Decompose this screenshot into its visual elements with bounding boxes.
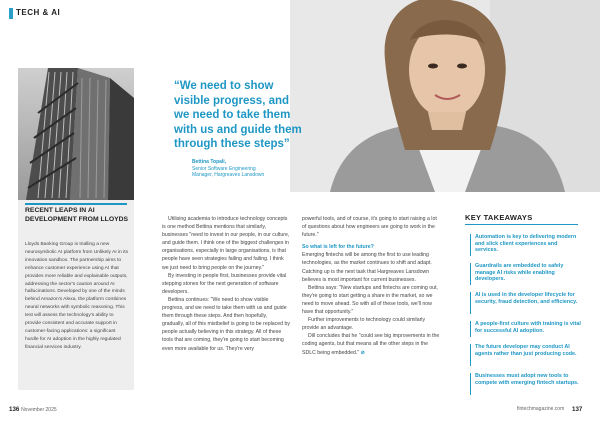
- page-number-left: 136: [9, 406, 20, 413]
- takeaway-marker: [470, 292, 471, 314]
- takeaway-item: Automation is key to delivering modern and slick client experiences and services.: [475, 234, 577, 254]
- paragraph: [302, 332, 442, 356]
- sidebar-rule: [25, 203, 127, 205]
- takeaways-title: KEY TAKEAWAYS: [465, 213, 533, 222]
- paragraph: powerful tools, and of course, it's going to start raising a lot of questions about how engineers are going to work in the future.": [302, 216, 437, 239]
- takeaway-marker: [470, 321, 471, 337]
- page-number-right: 137: [572, 406, 583, 413]
- section-tag-bar: [9, 8, 13, 19]
- takeaway-marker: [470, 263, 471, 285]
- site-url[interactable]: fintechmagazine.com: [517, 406, 565, 412]
- paragraph: Further improvements to technology could similarly provide an advantage.: [302, 317, 426, 332]
- takeaway-item: Businesses must adopt new tools to compete with emerging fintech startups.: [475, 373, 579, 386]
- takeaway-marker: [470, 344, 471, 366]
- takeaway-item: Guardrails are embedded to safely manage AI risks while enabling developers.: [475, 263, 564, 283]
- takeaway-marker: [470, 373, 471, 395]
- paragraph: Utilising academia to introduce technology concepts is one method Bettina mentions that similarly, businesses "need to invest in our people, in our culture, and guide them. I think one of the biggest challenges in organisations, especially in large organisations, is that people have seen strategies failing and failing. I think we just need to bring people on the journey.": [162, 216, 290, 271]
- takeaway-item: The future developer may conduct AI agents rather than just producing code.: [475, 344, 577, 357]
- paragraph-text: Dill concludes that he "could see big improvements in the coding agents, but that means all the other steps in the SDLC being embedded.": [302, 333, 440, 356]
- takeaway-marker: [470, 234, 471, 256]
- quote-author-name: Bettina Topali,: [192, 159, 227, 165]
- issue-month: November 2025: [21, 407, 57, 413]
- sidebar-body: Lloyds Banking Group is trialling a new neurosymbolic AI platform from Unlikely AI in its innovation sandbox. The partnership aims to enhance customer experience using AI that provides more reliable and explainable outputs, addressing the sector's caution around AI hallucinations. Developed by one of the minds behind Amazon's Alexa, the platform combines neural networks with symbolic reasoning. This test will assess the technology's ability to provide consistent and accurate support in customer-facing applications: a significant hurdle for AI adoption in the highly regulated financial services industry.: [25, 242, 129, 350]
- paragraph: Emerging fintechs will be among the first to use leading technologies, as the market continues to shift and adapt. Catching up is the next task that Hargreaves Lansdown believes is most important for current businesses.: [302, 252, 432, 283]
- section-tag: TECH & AI: [16, 8, 61, 17]
- end-mark-icon: ⊘: [360, 349, 366, 356]
- paragraph: Bettina continues: "We need to show visible progress, and we need to take them with us and guide them through these steps. And then hopefully, gradually, all of this mistbelief is going to be replaced by people actually believing in this strategy. All of these tools that are coming, they're going to start becoming even more available for us. They're very: [162, 296, 290, 352]
- takeaway-item: A people-first culture with training is vital for successful AI adoption.: [475, 321, 581, 334]
- takeaways-rule: [465, 224, 578, 225]
- sidebar-title: RECENT LEAPS IN AI DEVELOPMENT FROM LLOYDS: [25, 207, 129, 223]
- building-image: [18, 68, 134, 200]
- takeaway-item: AI is used in the developer lifecycle for security, fraud detection, and efficiency.: [475, 292, 578, 305]
- footer-left: [9, 406, 57, 413]
- paragraph: By investing in people first, businesses provide vital stepping stones for the next generation of software developers.: [162, 272, 287, 295]
- quote-author-role: Senior Software Engineering Manager, Hargreaves Lansdown: [192, 166, 265, 179]
- paragraph: Bettina says: "New startups and fintechs are coming out, they're going to start getting a share in the market, so we need to move ahead. So with all of these tools, we'll now have that opportunity.": [302, 284, 438, 316]
- portrait-photo: [290, 0, 600, 192]
- pull-quote: “We need to show visible progress, and we need to take them with us and guide them through these steps”: [174, 80, 302, 150]
- subheading: So what is left for the future?: [302, 244, 374, 251]
- body-column-2: [302, 215, 442, 357]
- body-column-1: [162, 215, 290, 353]
